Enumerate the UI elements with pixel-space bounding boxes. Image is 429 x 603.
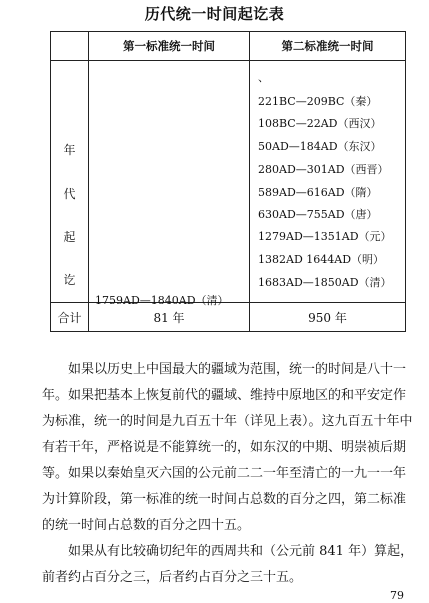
total-second-standard: 950 年 [250,303,406,332]
paragraph-3: 如果从有比较确切纪年的西周共和（公元前 841 年）算起，前者约占百分之三，后者约占百分之三十五。 [42,544,414,585]
dynasty-unification-table [50,31,406,332]
paragraph-1: 如果以历史上中国最大的疆域为范围，统一的时间是八十一年。如果把基本上恢复前代的疆域、维持中原地区的和平安定作为标准，统一的时间是九百五十年（详见上表）。这九百五十年中有若干年，严格说是不能算统一的，如东汉的中期、明崇祯后期等。 [42,362,413,481]
list-item: 280AD—301AD（西晋） [258,163,389,176]
row-label-cell [51,61,89,303]
list-item: 1683AD—1850AD（清） [258,276,392,289]
list-item: 1382AD 1644AD（明） [258,253,385,266]
first-standard-entry: 1759AD—1840AD（清） [95,294,229,307]
page-title: 历代统一时间起讫表 [144,5,285,23]
row-label-char: 讫 [63,273,76,287]
table-header-row [51,32,406,61]
second-standard-cell [250,61,406,303]
list-item: 630AD—755AD（唐） [258,208,378,221]
header-second-standard: 第二标准统一时间 [250,32,406,61]
list-item: 108BC—22AD（西汉） [258,117,382,130]
list-item: 589AD—616AD（隋） [258,186,378,199]
first-standard-cell [89,61,250,307]
header-first-standard: 第一标准统一时间 [89,32,250,61]
page-number: 79 [390,589,404,602]
list-item: 221BC—209BC（秦） [258,95,378,108]
stray-mark: 、 [258,71,269,84]
header-blank-cell [51,32,89,61]
row-label-char: 起 [63,230,76,244]
total-first-standard: 81 年 [89,303,250,332]
table-body-row [51,61,406,303]
list-item: 1279AD—1351AD（元） [258,230,392,243]
total-label: 合计 [51,303,89,332]
list-item: 50AD—184AD（东汉） [258,140,382,153]
paragraph-2: 如果以秦始皇灭六国的公元前二二一年至清亡的一九一一年为计算阶段，第一标准的统一时间占总数的百分之四，第二标准的统一时间占总数的百分之四十五。 [42,466,407,533]
row-label-char: 代 [63,187,76,201]
row-label-char: 年 [63,143,76,157]
